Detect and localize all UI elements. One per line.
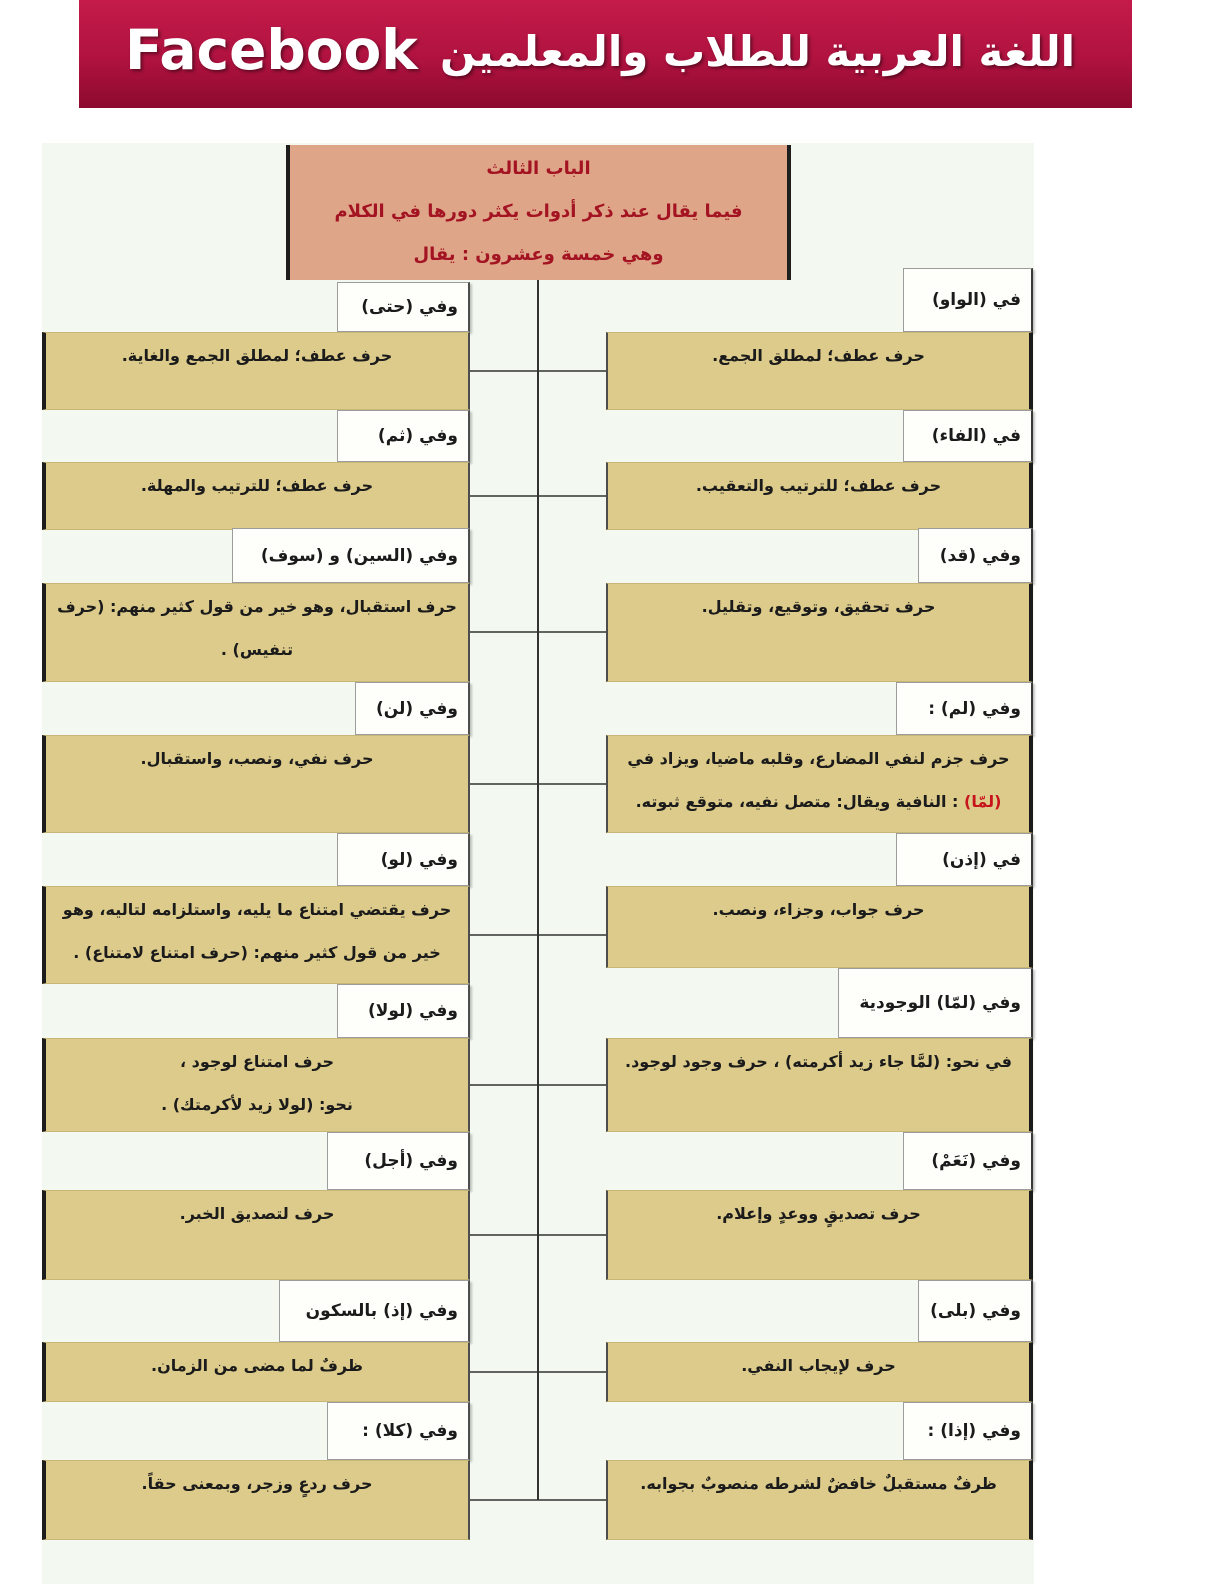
right-entry-4-description <box>606 735 1033 833</box>
right-entry-5-description: حرف جواب، وجزاء، ونصب. <box>606 886 1033 968</box>
chapter-title-box <box>286 145 791 280</box>
left-entry-2-description: حرف عطف؛ للترتيب والمهلة. <box>42 462 470 530</box>
left-entry-3-label: وفي (السين) و (سوف) <box>232 528 470 583</box>
left-entry-6-description <box>42 1038 470 1132</box>
left-entry-5-label: وفي (لو) <box>337 833 470 886</box>
left-entry-7-label: وفي (أجل) <box>327 1132 470 1190</box>
right-entry-2-description: حرف عطف؛ للترتيب والتعقيب. <box>606 462 1033 530</box>
right-entry-9-label: وفي (إذا) : <box>903 1402 1033 1460</box>
right-entry-4-label: وفي (لم) : <box>896 682 1033 735</box>
right-entry-1-description: حرف عطف؛ لمطلق الجمع. <box>606 332 1033 410</box>
right-entry-7-description: حرف تصديقٍ ووعدٍ وإعلام. <box>606 1190 1033 1280</box>
left-entry-2-label: وفي (ثم) <box>337 410 470 462</box>
right-entry-6-label: وفي (لمّا) الوجودية <box>838 968 1033 1038</box>
left-entry-4-description: حرف نفي، ونصب، واستقبال. <box>42 735 470 833</box>
left-entry-5-description: حرف يقتضي امتناع ما يليه، واستلزامه لتاليه، وهو خير من قول كثير منهم: (حرف امتناع لامتناع) . <box>42 886 470 984</box>
banner-brand-title: Facebook <box>125 18 418 82</box>
left-entry-8-description: ظرفٌ لما مضى من الزمان. <box>42 1342 470 1402</box>
chapter-title: الباب الثالث <box>486 158 591 179</box>
banner-arabic-title: اللغة العربية للطلاب والمعلمين <box>439 27 1075 76</box>
right-entry-4-highlight: (لمّا) <box>964 792 1002 811</box>
left-entry-6-line-2: نحو: (لولا زيد لأكرمتك) . <box>161 1095 353 1114</box>
left-entry-7-description: حرف لتصديق الخبر. <box>42 1190 470 1280</box>
right-entry-8-label: وفي (بلى) <box>918 1280 1033 1342</box>
right-entry-2-label: في (الفاء) <box>903 410 1033 462</box>
left-entry-8-label: وفي (إذ) بالسكون <box>279 1280 470 1342</box>
right-entry-9-description: ظرفٌ مستقبلٌ خافضٌ لشرطه منصوبٌ بجوابه. <box>606 1460 1033 1540</box>
right-entry-4-text-continued: : النافية ويقال: متصل نفيه، متوقع ثبوته. <box>635 792 959 811</box>
left-entry-6-label: وفي (لولا) <box>337 984 470 1038</box>
left-entry-9-description: حرف ردعٍ وزجر، وبمعنى حقاً. <box>42 1460 470 1540</box>
left-entry-3-description: حرف استقبال، وهو خير من قول كثير منهم: (حرف تنفيس) . <box>42 583 470 682</box>
left-entry-6-line-1: حرف امتناع لوجود ، <box>179 1052 335 1071</box>
chapter-count-line: وهي خمسة وعشرون : يقال <box>413 244 664 265</box>
right-entry-3-description: حرف تحقيق، وتوقيع، وتقليل. <box>606 583 1033 682</box>
right-entry-1-label: في (الواو) <box>903 268 1033 332</box>
left-entry-4-label: وفي (لن) <box>355 682 470 735</box>
right-entry-3-label: وفي (قد) <box>918 528 1033 583</box>
left-entry-9-label: وفي (كلا) : <box>327 1402 470 1460</box>
left-entry-1-description: حرف عطف؛ لمطلق الجمع والغاية. <box>42 332 470 410</box>
right-entry-4-text: حرف جزم لنفي المضارع، وقلبه ماضيا، ويزاد في <box>627 749 1010 768</box>
right-entry-5-label: في (إذن) <box>896 833 1033 886</box>
right-entry-6-description: في نحو: (لمَّا جاء زيد أكرمته) ، حرف وجود لوجود. <box>606 1038 1033 1132</box>
left-entry-1-label: وفي (حتى) <box>337 282 470 332</box>
chapter-subtitle: فيما يقال عند ذكر أدوات يكثر دورها في الكلام <box>334 201 743 222</box>
right-entry-7-label: وفي (نَعَمْ) <box>903 1132 1033 1190</box>
right-entry-8-description: حرف لإيجاب النفي. <box>606 1342 1033 1402</box>
